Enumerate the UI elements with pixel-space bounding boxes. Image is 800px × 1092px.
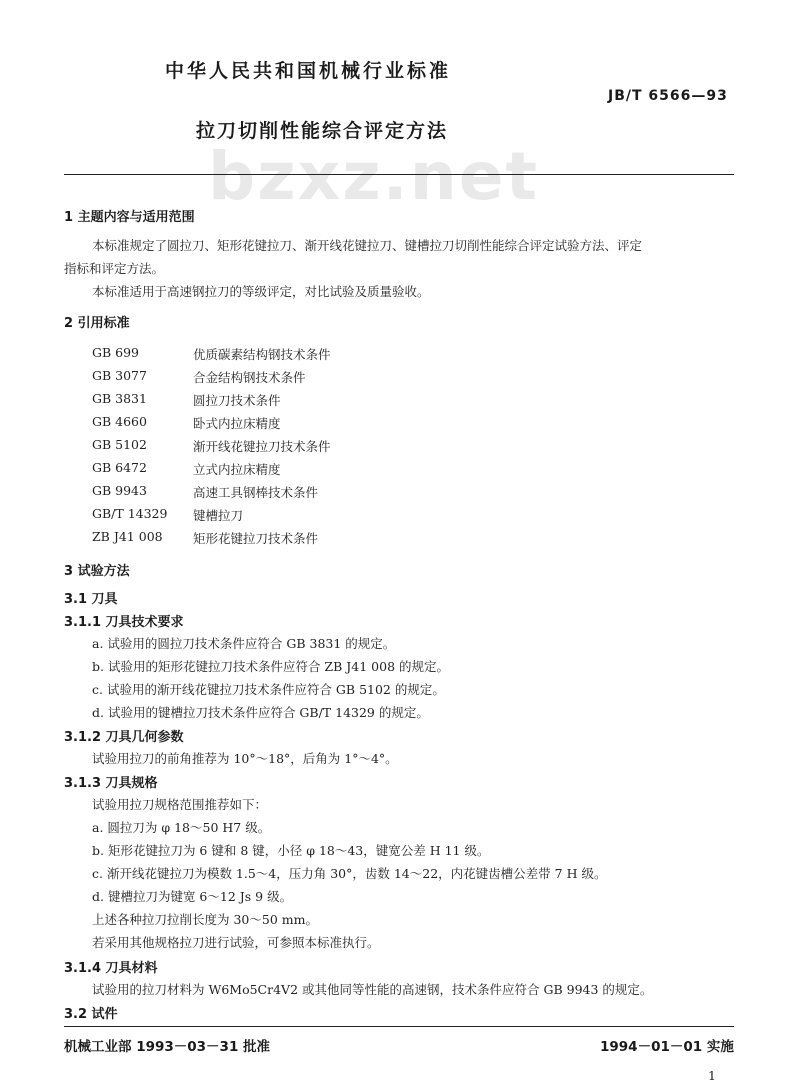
list-item: a. 圆拉刀为 φ 18～50 H7 级。	[92, 820, 271, 835]
ref-name: 合金结构钢技术条件	[193, 370, 306, 385]
footer-divider	[64, 1026, 734, 1027]
list-item: b. 试验用的矩形花键拉刀技术条件应符合 ZB J41 008 的规定。	[92, 659, 449, 674]
ref-code: GB 3831	[92, 391, 147, 406]
section-1-paragraph-1: 本标准规定了圆拉刀、矩形花键拉刀、渐开线花键拉刀、键槽拉刀切削性能综合评定试验方法、评定	[92, 238, 643, 253]
list-item: b. 矩形花键拉刀为 6 键和 8 键，小径 φ 18～43，键宽公差 H 11 级。	[92, 843, 490, 858]
ref-code: ZB J41 008	[92, 529, 163, 544]
subsection-3-1-3-heading: 3.1.3 刀具规格	[64, 776, 158, 791]
subsection-3-1-2-heading: 3.1.2 刀具几何参数	[64, 730, 184, 745]
list-item: d. 试验用的键槽拉刀技术条件应符合 GB/T 14329 的规定。	[92, 705, 429, 720]
ref-code: GB 9943	[92, 483, 147, 498]
list-item: a. 试验用的圆拉刀技术条件应符合 GB 3831 的规定。	[92, 636, 396, 651]
ref-name: 圆拉刀技术条件	[193, 393, 281, 408]
section-1-heading: 1 主题内容与适用范围	[64, 210, 195, 225]
subsection-3-1-4-text: 试验用的拉刀材料为 W6Mo5Cr4V2 或其他同等性能的高速钢，技术条件应符合 GB 9943 的规定。	[92, 982, 653, 997]
subsection-3-1-3-note: 上述各种拉刀拉削长度为 30～50 mm。	[92, 912, 318, 927]
header-divider	[64, 174, 734, 175]
subsection-3-1-2-text: 试验用拉刀的前角推荐为 10°～18°，后角为 1°～4°。	[92, 751, 398, 766]
ref-code: GB 5102	[92, 437, 147, 452]
ref-name: 立式内拉床精度	[193, 462, 281, 477]
subsection-3-1-3-note: 若采用其他规格拉刀进行试验，可参照本标准执行。	[92, 935, 380, 950]
subsection-3-1-3-intro: 试验用拉刀规格范围推荐如下：	[92, 797, 268, 812]
section-1-paragraph-1-cont: 指标和评定方法。	[64, 261, 165, 276]
watermark: bzxz.net	[208, 138, 540, 215]
approval-date: 机械工业部 1993－03－31 批准	[64, 1039, 271, 1055]
standard-code: JB/T 6566—93	[608, 88, 728, 104]
ref-name: 高速工具钢棒技术条件	[193, 485, 319, 500]
ref-name: 优质碳素结构钢技术条件	[193, 347, 331, 362]
list-item: c. 试验用的渐开线花键拉刀技术条件应符合 GB 5102 的规定。	[92, 682, 445, 697]
subsection-3-2-heading: 3.2 试件	[64, 1007, 118, 1022]
subsection-3-1-4-heading: 3.1.4 刀具材料	[64, 961, 158, 976]
ref-code: GB/T 14329	[92, 506, 168, 521]
effective-date: 1994－01－01 实施	[600, 1039, 734, 1055]
ref-name: 键槽拉刀	[193, 508, 244, 523]
ref-code: GB 699	[92, 345, 140, 360]
list-item: d. 键槽拉刀为键宽 6～12 Js 9 级。	[92, 889, 293, 904]
ref-name: 矩形花键拉刀技术条件	[193, 531, 319, 546]
section-2-heading: 2 引用标准	[64, 316, 130, 331]
issuing-organization: 中华人民共和国机械行业标准	[165, 60, 452, 82]
ref-code: GB 6472	[92, 460, 147, 475]
subsection-3-1-1-heading: 3.1.1 刀具技术要求	[64, 615, 184, 630]
section-1-paragraph-2: 本标准适用于高速钢拉刀的等级评定，对比试验及质量验收。	[92, 284, 430, 299]
section-3-heading: 3 试验方法	[64, 564, 130, 579]
ref-name: 渐开线花键拉刀技术条件	[193, 439, 331, 454]
ref-name: 卧式内拉床精度	[193, 416, 281, 431]
ref-code: GB 3077	[92, 368, 147, 383]
subsection-3-1-heading: 3.1 刀具	[64, 592, 118, 607]
page-number: 1	[708, 1068, 716, 1083]
list-item: c. 渐开线花键拉刀为模数 1.5～4，压力角 30°，齿数 14～22，内花键齿槽公差带 7 H 级。	[92, 866, 607, 881]
document-title: 拉刀切削性能综合评定方法	[196, 120, 449, 142]
ref-code: GB 4660	[92, 414, 147, 429]
